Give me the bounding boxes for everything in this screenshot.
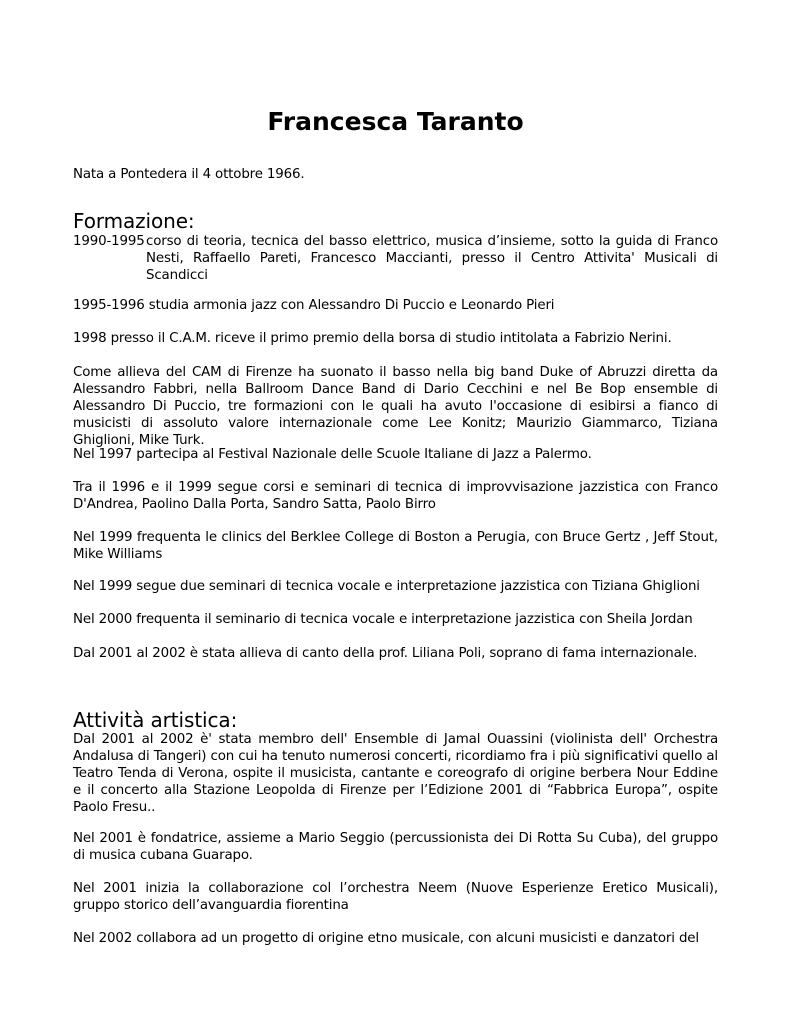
formazione-item: 1998 presso il C.A.M. riceve il primo premio della borsa di studio intitolata a Fabrizio Nerini. — [73, 331, 672, 346]
formazione-item: Tra il 1996 e il 1999 segue corsi e seminari di tecnica di improvvisazione jazzistica con Franco D'Andrea, Paolino Dalla Porta, Sandro Satta, Paolo Birro — [73, 480, 718, 512]
formazione-item: Come allieva del CAM di Firenze ha suonato il basso nella big band Duke of Abruzzi diretta da Alessandro Fabbri, nella Ballroom Dance Band di Dario Cecchini e nel Be Bop ensemble di Alessandro Di Puccio, tre formazioni con le quali ha avuto l'occasione di esibirsi a fianco di musicisti di assoluto valore internazionale come Lee Konitz; Maurizio Giammarco, Tiziana Ghiglioni, Mike Turk. — [73, 365, 718, 448]
formazione-item-1990 — [73, 233, 718, 284]
formazione-item: Nel 2000 frequenta il seminario di tecnica vocale e interpretazione jazzistica con Sheila Jordan — [73, 612, 693, 627]
section-heading-attivita: Attività artistica: — [73, 708, 238, 732]
section-heading-formazione: Formazione: — [73, 209, 195, 233]
formazione-item: 1995-1996 studia armonia jazz con Alessandro Di Puccio e Leonardo Pieri — [73, 298, 555, 313]
attivita-item: Dal 2001 al 2002 è' stata membro dell' Ensemble di Jamal Ouassini (violinista dell' Orchestra Andalusa di Tangeri) con cui ha tenuto numerosi concerti, ricordiamo fra i più significativi quello al Teatro Tenda di Verona, ospite il musicista, cantante e coreografo di origine berbera Nour Eddine e il concerto alla Stazione Leopolda di Firenze per l’Edizione 2001 di “Fabbrica Europa”, ospite Paolo Fresu.. — [73, 732, 718, 815]
formazione-item: Nel 1997 partecipa al Festival Nazionale delle Scuole Italiane di Jazz a Palermo. — [73, 447, 592, 462]
formazione-item: Nel 1999 segue due seminari di tecnica vocale e interpretazione jazzistica con Tiziana Ghiglioni — [73, 579, 700, 594]
year-range-description: corso di teoria, tecnica del basso elettrico, musica d’insieme, sotto la guida di Franco Nesti, Raffaello Pareti, Francesco Maccianti, presso il Centro Attivita' Musicali di Scandicci — [146, 234, 718, 283]
formazione-item: Nel 1999 frequenta le clinics del Berklee College di Boston a Perugia, con Bruce Gertz , Jeff Stout, Mike Williams — [73, 530, 718, 562]
formazione-item: Dal 2001 al 2002 è stata allieva di canto della prof. Liliana Poli, soprano di fama internazionale. — [73, 646, 698, 661]
attivita-item: Nel 2001 è fondatrice, assieme a Mario Seggio (percussionista dei Di Rotta Su Cuba), del gruppo di musica cubana Guarapo. — [73, 831, 718, 863]
birth-line: Nata a Pontedera il 4 ottobre 1966. — [73, 167, 305, 182]
year-range: 1990-1995 — [73, 234, 145, 249]
attivita-item: Nel 2002 collabora ad un progetto di origine etno musicale, con alcuni musicisti e danzatori del — [73, 931, 699, 946]
attivita-item: Nel 2001 inizia la collaborazione col l’orchestra Neem (Nuove Esperienze Eretico Musicali), gruppo storico dell’avanguardia fiorentina — [73, 881, 718, 913]
page-title: Francesca Taranto — [267, 107, 524, 136]
